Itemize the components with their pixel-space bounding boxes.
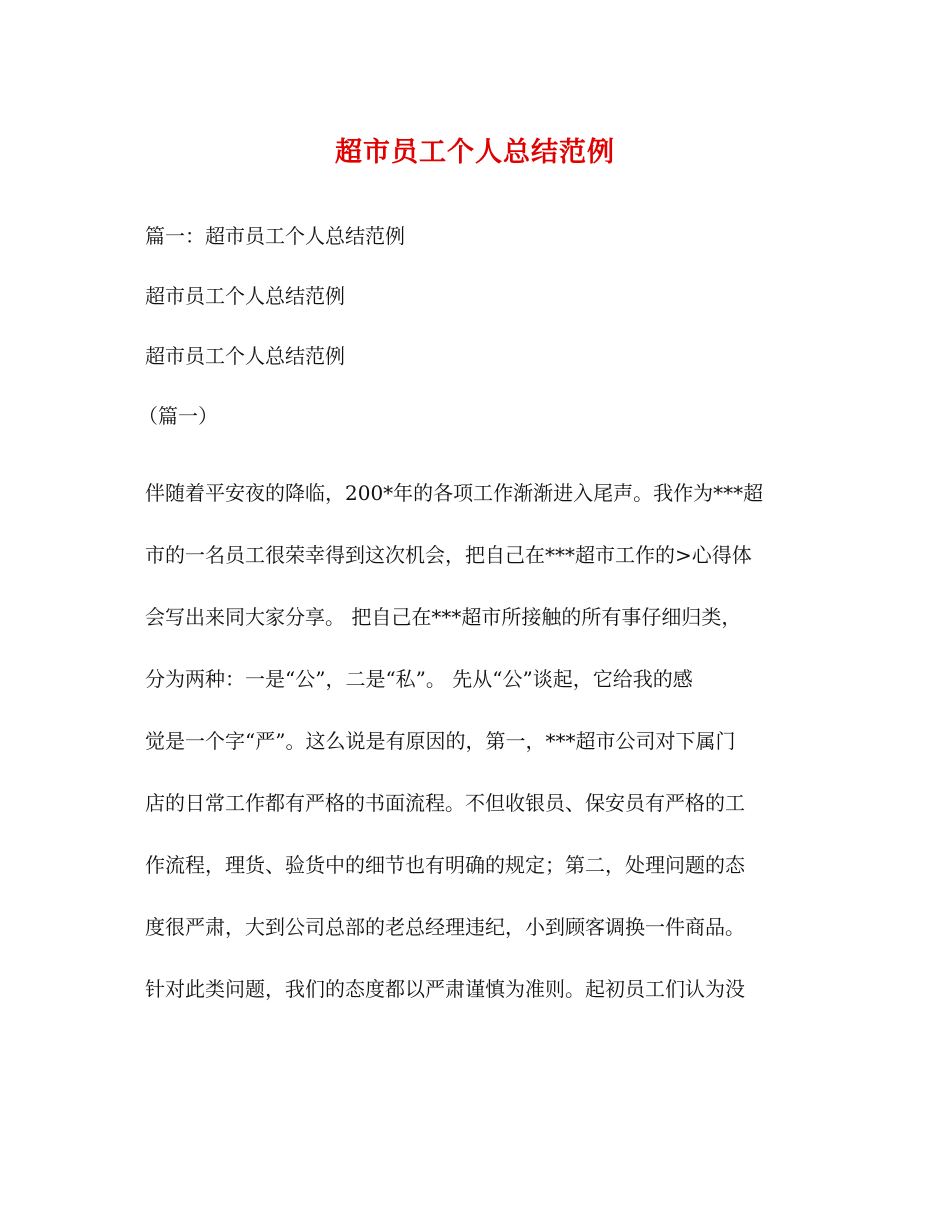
section-heading: 篇一：超市员工个人总结范例	[145, 224, 405, 248]
body-line: 分为两种：一是“公”，二是“私”。 先从“公”谈起，它给我的感	[145, 667, 693, 691]
body-line: 伴随着平安夜的降临，200*年的各项工作渐渐进入尾声。我作为***超	[145, 481, 764, 505]
document-title: 超市员工个人总结范例	[335, 137, 615, 168]
body-line: 店的日常工作都有严格的书面流程。不但收银员、保安员有严格的工	[145, 791, 745, 815]
subtitle-line: 超市员工个人总结范例	[145, 344, 345, 368]
body-line: 度很严肃，大到公司总部的老总经理违纪，小到顾客调换一件商品。	[145, 915, 745, 939]
part-label: （篇一）	[138, 404, 218, 428]
body-line: 作流程，理货、验货中的细节也有明确的规定；第二，处理问题的态	[145, 853, 745, 877]
body-line: 针对此类问题，我们的态度都以严肃谨慎为准则。起初员工们认为没	[145, 977, 745, 1001]
body-line: 会写出来同大家分享。 把自己在***超市所接触的所有事仔细归类，	[145, 605, 742, 629]
body-line: 觉是一个字“严”。这么说是有原因的，第一，***超市公司对下属门	[145, 729, 736, 753]
subtitle-line: 超市员工个人总结范例	[145, 284, 345, 308]
body-line: 市的一名员工很荣幸得到这次机会，把自己在***超市工作的>心得体	[145, 543, 752, 567]
body-paragraph	[145, 462, 825, 1020]
